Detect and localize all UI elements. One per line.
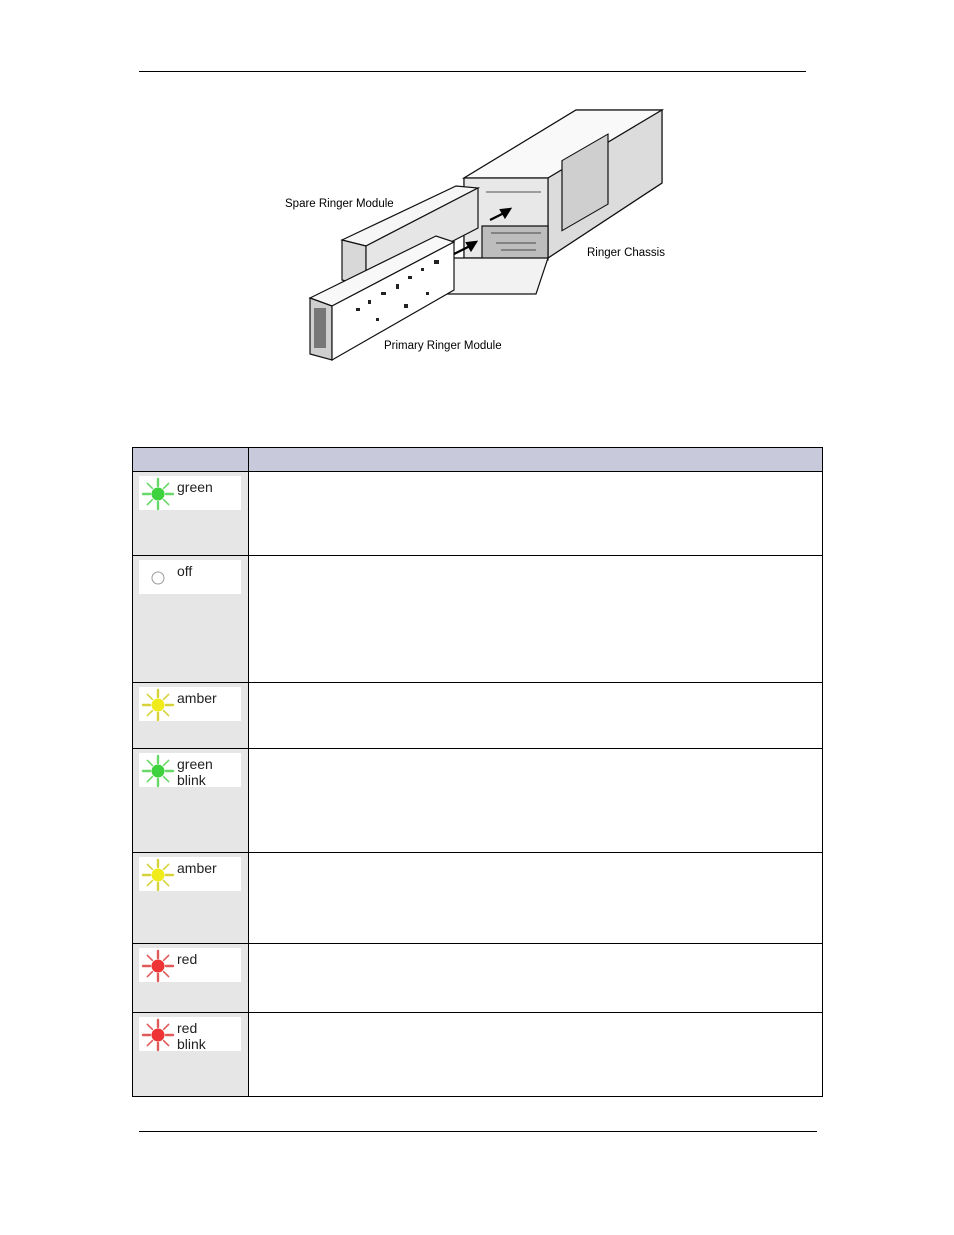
led-badge [139,476,241,510]
led-ray [164,972,169,977]
led-light [152,765,165,778]
led-ray [147,955,152,960]
led-amber-icon [141,688,175,722]
led-green-icon [141,477,175,511]
led-ray [147,972,152,977]
led-ray [147,694,152,699]
led-ray [164,694,169,699]
ringer-chassis-illustration [286,108,670,364]
led-badge [139,687,241,721]
led-light [152,572,164,584]
led-light [152,488,165,501]
led-ray [164,955,169,960]
led-label: red [177,1020,198,1036]
led-light [152,869,165,882]
ringer-chassis-figure [286,108,670,364]
led-ray [164,711,169,716]
ringer-chassis-label: Ringer Chassis [587,247,665,259]
description-cell [249,683,823,749]
led-red-icon [141,949,175,983]
led-red-blink-icon [141,1018,175,1052]
led-ray [164,1024,169,1029]
table-row [133,556,823,683]
led-ray [147,864,152,869]
led-badge [139,948,241,982]
table-row [133,683,823,749]
led-ray [164,881,169,886]
led-label: amber [177,690,217,706]
table-header-row [133,448,823,472]
led-ray [164,777,169,782]
led-label: amber [177,860,217,876]
table-row [133,1013,823,1097]
led-ray [164,1041,169,1046]
led-ray [164,864,169,869]
led-off-icon [141,561,175,595]
led-green-blink-icon [141,754,175,788]
description-cell [249,853,823,944]
led-badge [139,857,241,891]
description-cell [249,944,823,1013]
led-badge [139,753,241,787]
led-ray [147,1041,152,1046]
led-badge [139,1017,241,1051]
table-header-description [249,448,823,472]
led-light [152,699,165,712]
led-label-line2: blink [177,1036,206,1052]
led-ray [164,500,169,505]
led-ray [147,483,152,488]
table-row [133,472,823,556]
led-ray [147,760,152,765]
led-ray [164,483,169,488]
led-label: red [177,951,198,967]
table-row [133,944,823,1013]
led-label: off [177,563,193,579]
led-ray [147,711,152,716]
footer-rule [139,1131,817,1132]
led-label: green [177,756,213,772]
table-row [133,749,823,853]
led-badge [139,560,241,594]
table-header-led [133,448,249,472]
primary-ringer-module-label: Primary Ringer Module [384,340,502,352]
led-light [152,1029,165,1042]
led-ray [147,500,152,505]
led-ray [164,760,169,765]
description-cell [249,556,823,683]
header-rule [139,71,806,72]
description-cell [249,749,823,853]
led-status-table [132,447,823,1097]
led-label: green [177,479,213,495]
description-cell [249,472,823,556]
spare-ringer-module-label: Spare Ringer Module [285,198,394,210]
led-ray [147,1024,152,1029]
led-label-line2: blink [177,772,206,788]
led-amber-icon [141,858,175,892]
description-cell [249,1013,823,1097]
table-row [133,853,823,944]
led-ray [147,881,152,886]
led-ray [147,777,152,782]
led-light [152,960,165,973]
